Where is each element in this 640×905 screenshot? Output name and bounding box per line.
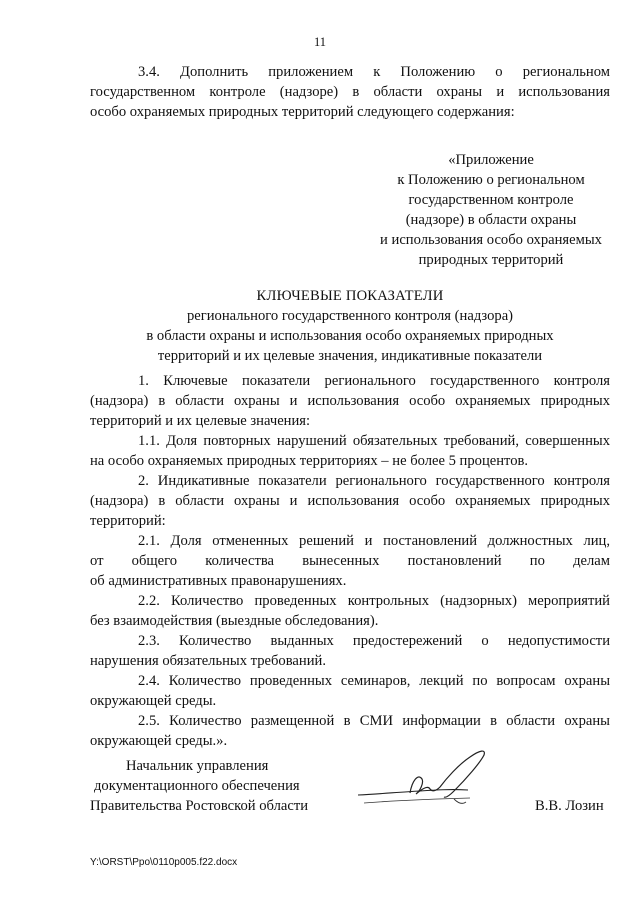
title-heading: КЛЮЧЕВЫЕ ПОКАЗАТЕЛИ [256, 288, 444, 304]
appendix-line: государственном контроле [408, 192, 574, 208]
file-path-footer: Y:\ORST\Ppo\0110p005.f22.docx [90, 857, 238, 868]
text-line: 2.5. Количество размещенной в СМИ информации в области охраны [138, 713, 610, 729]
text-line: 3.4. Дополнить приложением к Положению о региональном [138, 64, 610, 80]
item-2-3 [90, 631, 610, 671]
position-line: Начальник управления [126, 758, 269, 774]
appendix-header [360, 150, 622, 270]
text-line: от общего количества вынесенных постановлений по делам [90, 553, 610, 569]
position-line: Правительства Ростовской области [90, 798, 309, 814]
text-line: 2. Индикативные показатели регионального государственного контроля [138, 473, 610, 489]
document-title [90, 286, 610, 366]
item-2-2 [90, 591, 610, 631]
item-1 [90, 371, 610, 431]
text-line: 2.1. Доля отмененных решений и постановлений должностных лиц, [138, 533, 610, 549]
intro-paragraph [90, 62, 610, 122]
text-line: об административных правонарушениях. [90, 573, 347, 589]
item-1-1 [90, 431, 610, 471]
appendix-line: природных территорий [418, 252, 564, 268]
text-line: окружающей среды. [90, 693, 217, 709]
signatory-position [90, 756, 322, 816]
text-line: особо охраняемых природных территорий следующего содержания: [90, 104, 515, 120]
text-line: нарушения обязательных требований. [90, 653, 326, 669]
handwritten-signature [350, 745, 500, 813]
text-line: 2.4. Количество проведенных семинаров, лекций по вопросам охраны [138, 673, 610, 689]
title-line: в области охраны и использования особо охраняемых природных [146, 328, 554, 344]
text-line: государственном контроле (надзоре) в области охраны и использования [90, 84, 610, 100]
title-line: регионального государственного контроля (надзора) [186, 308, 514, 324]
text-line: (надзора) в области охраны и использования особо охраняемых природных [90, 393, 610, 409]
appendix-line: «Приложение [448, 152, 534, 168]
item-2-1 [90, 531, 610, 591]
appendix-line: (надзоре) в области охраны [405, 212, 577, 228]
text-line: на особо охраняемых природных территориях – не более 5 процентов. [90, 453, 529, 469]
appendix-line: к Положению о региональном [397, 172, 585, 188]
text-line: 2.2. Количество проведенных контрольных (надзорных) мероприятий [138, 593, 610, 609]
position-line: документационного обеспечения [94, 778, 300, 794]
appendix-line: и использования особо охраняемых [380, 232, 602, 248]
text-line: 1. Ключевые показатели регионального государственного контроля [138, 373, 610, 389]
text-line: 2.3. Количество выданных предостережений о недопустимости [138, 633, 610, 649]
text-line: территорий: [90, 513, 166, 529]
text-line: 1.1. Доля повторных нарушений обязательных требований, совершенных [138, 433, 610, 449]
signatory-name: В.В. Лозин [535, 798, 604, 814]
text-line: окружающей среды.». [90, 733, 228, 749]
text-line: без взаимодействия (выездные обследования). [90, 613, 379, 629]
text-line: (надзора) в области охраны и использования особо охраняемых природных [90, 493, 610, 509]
item-2 [90, 471, 610, 531]
title-line: территорий и их целевые значения, индикативные показатели [157, 348, 543, 364]
text-line: территорий и их целевые значения: [90, 413, 311, 429]
items-list [90, 371, 610, 751]
item-2-4 [90, 671, 610, 711]
page-number: 11 [313, 35, 327, 49]
